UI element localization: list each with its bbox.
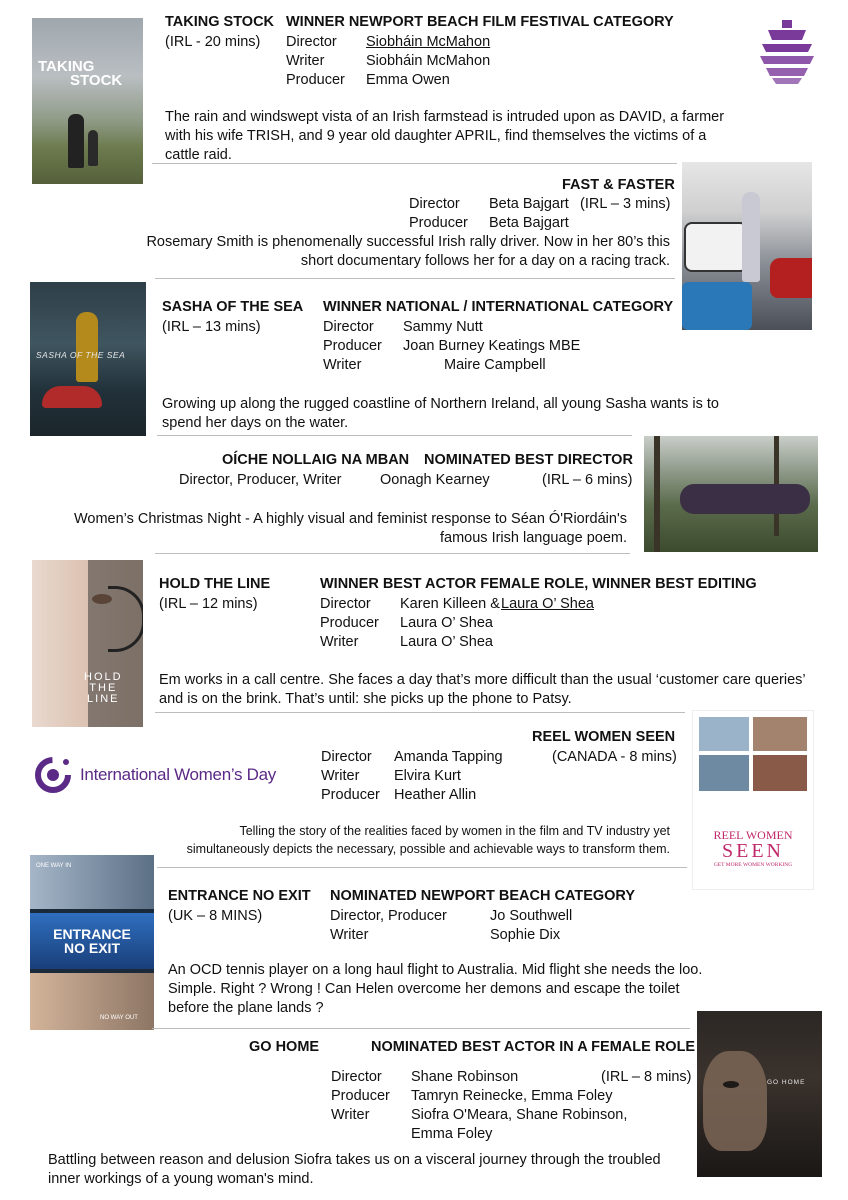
poster-still [699, 755, 749, 791]
poster-title: REEL WOMEN SEEN GET MORE WOMEN WORKING [713, 828, 793, 868]
hold-the-line-poster [32, 560, 143, 727]
poster-title: HOLD THE LINE [84, 671, 123, 705]
credit-name: Sophie Dix [490, 927, 561, 943]
film-synopsis: Rosemary Smith is phenomenally successful Irish rally driver. Now in her 80’s this short documentary follows her for a day on a racing track. [146, 234, 670, 269]
film-synopsis: Growing up along the rugged coastline of Northern Ireland, all young Sasha wants is to spend her days on the water. [162, 396, 719, 431]
credit-name: Laura O’ Shea [400, 634, 493, 650]
credit-name: Tamryn Reinecke, Emma Foley [411, 1088, 613, 1104]
film-award: NOMINATED BEST ACTOR IN A FEMALE ROLE [371, 1039, 696, 1055]
credit-role: Director, Producer [330, 908, 447, 924]
credit-name: Sammy Nutt [403, 319, 483, 335]
credit-name: Jo Southwell [490, 908, 573, 924]
credit-role: Writer [331, 1107, 370, 1123]
sasha-of-the-sea-poster [30, 282, 146, 436]
taking-stock-poster [32, 18, 143, 184]
credit-role: Director [320, 596, 371, 612]
credit-name-link[interactable]: Laura O’ Shea [501, 596, 594, 612]
film-synopsis: Women’s Christmas Night - A highly visual and feminist response to Séan Ó'Riordáin's famous Irish language poem. [73, 511, 627, 546]
credit-role: Writer [323, 357, 362, 373]
credit-name: Oonagh Kearney [380, 472, 490, 488]
credit-name: Shane Robinson [411, 1069, 519, 1085]
film-title: REEL WOMEN SEEN [532, 729, 676, 745]
credit-name: Siofra O'Meara, Shane Robinson, [411, 1107, 628, 1123]
poster-still [699, 717, 749, 751]
film-runtime: (IRL – 12 mins) [159, 596, 258, 612]
credit-role: Director [286, 34, 337, 50]
international-womens-day-logo [34, 756, 284, 794]
poster-figure [88, 130, 98, 166]
poster-title: ENTRANCE NO EXIT [53, 926, 131, 956]
film-synopsis: An OCD tennis player on a long haul flight to Australia. Mid flight she needs the loo. Simple. Right ? Wrong ! Can Helen overcome her demons and escape the toilet before the plane lands ? [168, 962, 703, 1016]
credit-name: Heather Allin [394, 787, 477, 803]
film-runtime: (IRL – 3 mins) [580, 196, 671, 212]
credit-role: Writer [320, 634, 359, 650]
poster-face [703, 1051, 767, 1151]
poster-figure [68, 114, 84, 168]
film-synopsis: Em works in a call centre. She faces a day that’s more difficult than the usual ‘customer care queries’ and is on the brink. That’s until: she picks up the phone to Patsy. [159, 672, 806, 707]
credit-name: Amanda Tapping [394, 749, 503, 765]
credit-role: Director [331, 1069, 382, 1085]
credit-role: Director [409, 196, 460, 212]
film-award: NOMINATED NEWPORT BEACH CATEGORY [330, 888, 636, 904]
photo-blue-car [682, 282, 752, 330]
film-runtime: (UK – 8 MINS) [168, 908, 263, 924]
credit-role: Writer [321, 768, 360, 784]
poster-still [753, 755, 807, 791]
credit-role: Director [321, 749, 372, 765]
credit-role: Director, Producer, Writer [179, 472, 342, 488]
poster-top-text: ONE WAY IN [36, 863, 72, 869]
iwd-logo-text: International Women’s Day [80, 765, 276, 784]
poster-title: TAKING STOCK [38, 58, 123, 89]
credit-name: Karen Killeen & [400, 596, 500, 612]
film-award: WINNER BEST ACTOR FEMALE ROLE, WINNER BEST EDITING [320, 576, 757, 592]
photo-figure [742, 192, 760, 282]
credit-role: Director [323, 319, 374, 335]
credit-role: Producer [320, 615, 379, 631]
film-award: NOMINATED BEST DIRECTOR [424, 452, 633, 468]
reel-women-seen-poster [692, 710, 814, 890]
film-award: WINNER NEWPORT BEACH FILM FESTIVAL CATEGORY [286, 14, 674, 30]
poster-boat [42, 386, 102, 408]
film-title: HOLD THE LINE [159, 576, 271, 592]
film-runtime: (IRL – 13 mins) [162, 319, 261, 335]
credit-role: Producer [286, 72, 345, 88]
poster-still [30, 973, 154, 1030]
credit-name: Emma Foley [411, 1126, 493, 1142]
credit-name: Maire Campbell [444, 357, 546, 373]
credit-role: Producer [321, 787, 380, 803]
film-synopsis: Telling the story of the realities faced by women in the film and TV industry yet simultaneously depicts the necessary, possible and achievable ways to transform them. [186, 824, 670, 856]
photo-tree [654, 436, 660, 552]
film-synopsis: The rain and windswept vista of an Irish farmstead is intruded upon as DAVID, a farmer with his wife TRISH, and 9 year old daughter APRIL, find themselves the victims of a cattle raid. [165, 109, 725, 163]
credit-name: Elvira Kurt [394, 768, 461, 784]
poster-eye [723, 1081, 739, 1088]
film-runtime: (CANADA - 8 mins) [552, 749, 677, 765]
entrance-no-exit-poster [30, 855, 154, 1030]
credit-role: Producer [331, 1088, 390, 1104]
oiche-nollaig-photo [644, 436, 818, 552]
film-title: TAKING STOCK [165, 14, 275, 30]
credit-role: Producer [323, 338, 382, 354]
poster-still [753, 717, 807, 751]
fast-and-faster-photo [682, 162, 812, 330]
film-award: WINNER NATIONAL / INTERNATIONAL CATEGORY [323, 299, 674, 315]
go-home-poster [697, 1011, 822, 1177]
poster-title: GO HOME [767, 1079, 806, 1086]
film-title: ENTRANCE NO EXIT [168, 888, 311, 904]
credit-role: Writer [286, 53, 325, 69]
film-synopsis: Battling between reason and delusion Siofra takes us on a visceral journey through the troubled inner workings of a young woman's mind. [48, 1152, 661, 1187]
film-title: SASHA OF THE SEA [162, 299, 304, 315]
credit-name: Joan Burney Keatings MBE [403, 338, 581, 354]
photo-dancers [680, 484, 810, 514]
film-title: OÍCHE NOLLAIG NA MBAN [222, 452, 410, 468]
photo-red-car [770, 258, 812, 298]
film-title: GO HOME [249, 1039, 320, 1055]
poster-figure [76, 312, 98, 382]
film-title: FAST & FASTER [562, 177, 675, 193]
credit-role: Producer [409, 215, 468, 231]
credit-name: Laura O’ Shea [400, 615, 493, 631]
photo-car [684, 222, 748, 272]
film-runtime: (IRL – 6 mins) [542, 472, 633, 488]
poster-title: SASHA OF THE SEA [36, 350, 126, 360]
credit-role: Writer [330, 927, 369, 943]
credit-name: Siobháin McMahon [366, 53, 491, 69]
poster-bottom-text: NO WAY OUT [100, 1015, 138, 1021]
credit-name[interactable]: Siobháin McMahon [366, 34, 491, 50]
credit-name: Beta Bajgart [489, 215, 569, 231]
iwd-symbol-icon [34, 756, 72, 794]
film-runtime: (IRL – 8 mins) [601, 1069, 692, 1085]
festival-tower-logo [758, 20, 816, 84]
credit-name: Beta Bajgart [489, 196, 569, 212]
credit-name: Emma Owen [366, 72, 450, 88]
film-runtime: (IRL - 20 mins) [165, 34, 261, 50]
